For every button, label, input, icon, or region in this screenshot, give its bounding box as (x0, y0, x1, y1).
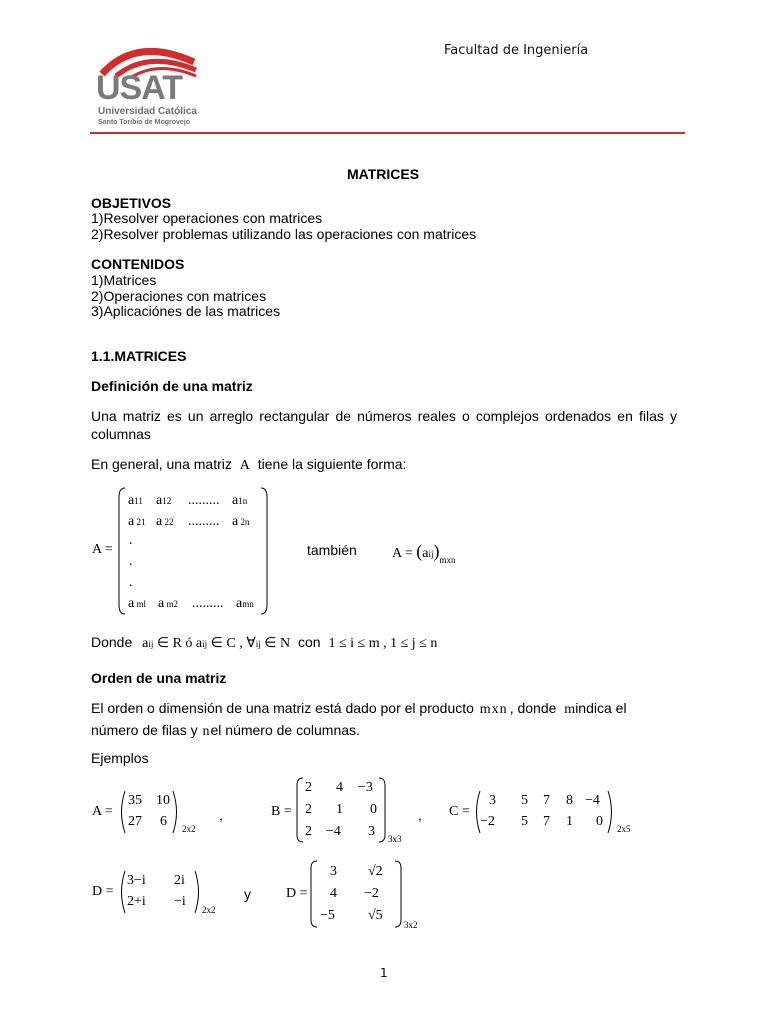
example-a-matrix (118, 790, 180, 834)
example-b-matrix (296, 777, 386, 843)
example-d2-label: D = (286, 886, 308, 901)
header-divider (90, 132, 685, 134)
example-b-label: B = (271, 804, 292, 819)
matrix-entry: 27 (128, 814, 142, 829)
objetivos-heading: OBJETIVOS (91, 195, 172, 211)
order-symbol: n (202, 724, 210, 739)
left-bracket-icon (310, 860, 318, 928)
matrix-entry: 8 (566, 793, 573, 808)
donde-line: Donde aij ∈ R ó aij ∈ C , ∀ij ∈ N con 1 ≤ i ≤ m , 1 ≤ j ≤ n (91, 634, 438, 651)
order-heading: Orden de una matriz (91, 670, 227, 686)
objetivo-item: 1)Resolver operaciones con matrices (91, 210, 323, 226)
general-prefix: En general, una matriz (91, 456, 232, 472)
example-c-matrix (473, 790, 615, 834)
order-text-part: el número de columnas. (210, 722, 360, 738)
logo-line-2: Santo Toribio de Mogrovejo (98, 119, 191, 126)
matrix-entry: √5 (368, 908, 383, 923)
matrix-entry: ......... (188, 493, 220, 508)
matrix-entry: 3 (489, 793, 496, 808)
matrix-entry: −2 (364, 886, 379, 901)
example-d2-matrix (310, 860, 402, 928)
general-form-text (91, 456, 406, 474)
matrix-entry: a m2 (158, 596, 178, 611)
donde-prefix: Donde (91, 634, 133, 650)
definition-line-1: Una matriz es un arreglo rectangular de números reales o complejos ordenados en filas y (91, 408, 677, 424)
example-c-label: C = (449, 804, 470, 819)
matrix-entry: −3 (358, 780, 373, 795)
left-paren-icon (118, 790, 126, 834)
matrix-entry: 2i (174, 873, 185, 888)
matrix-entry: a ml (128, 596, 146, 611)
general-var: A (239, 458, 250, 473)
matrix-entry: 3 (368, 824, 375, 839)
matrix-entry: 0 (370, 802, 377, 817)
matrix-entry: 5 (521, 793, 528, 808)
definition-text (91, 407, 677, 443)
compact-notation: $A = (aij)_{mxn}$ (392, 541, 456, 565)
matrix-entry: a 22 (156, 514, 174, 529)
ejemplos-label: Ejemplos (91, 750, 149, 766)
logo-line-1: Universidad Católica (98, 106, 197, 117)
matrix-entry: 2+i (127, 894, 146, 909)
logo-wordmark: USAT (96, 69, 183, 107)
right-bracket-icon (394, 860, 402, 928)
usat-logo (96, 40, 206, 126)
comma-separator: , (219, 807, 223, 823)
example-d1-label: D = (92, 884, 114, 899)
left-bracket-icon (118, 487, 126, 615)
order-line-2 (91, 721, 681, 741)
matrix-entry: −5 (320, 908, 335, 923)
matrix-entry: −4 (585, 793, 600, 808)
contenidos-heading: CONTENIDOS (91, 256, 185, 272)
page-number: 1 (380, 966, 388, 980)
matrix-entry: 35 (128, 793, 142, 808)
matrix-entry: 2 (305, 802, 312, 817)
matrix-entry: 4 (330, 886, 337, 901)
contenido-item: 1)Matrices (91, 272, 157, 288)
matrix-entry: 7 (543, 793, 550, 808)
example-d1-order: 2x2 (202, 905, 216, 915)
right-bracket-icon (378, 777, 386, 843)
page-title: MATRICES (347, 166, 420, 182)
y-conjunction: y (244, 886, 251, 902)
matrix-entry: 4 (336, 780, 343, 795)
matrix-entry: √2 (368, 864, 383, 879)
order-symbol: mxn (479, 702, 508, 717)
matrix-entry: 10 (156, 793, 170, 808)
general-suffix: tiene la siguiente forma: (257, 456, 407, 472)
matrix-entry: a12 (156, 493, 172, 508)
matrix-entry: a1n (232, 493, 248, 508)
contenido-item: 2)Operaciones con matrices (91, 288, 267, 304)
matrix-dot: . (129, 554, 133, 569)
left-paren-icon (118, 870, 126, 914)
matrix-entry: 7 (543, 814, 550, 829)
general-matrix (118, 487, 268, 615)
order-symbol: m (564, 702, 576, 717)
matrix-entry: a 21 (128, 514, 146, 529)
definition-line-2: columnas (91, 426, 151, 442)
matrix-entry: a11 (128, 493, 143, 508)
matrix-dot: . (129, 575, 133, 590)
matrix-entry: 3−i (127, 873, 146, 888)
order-text-part: , donde (509, 700, 557, 716)
matrix-entry: 2 (305, 780, 312, 795)
general-matrix-label: A = (92, 542, 113, 557)
matrix-entry: amn (236, 596, 254, 611)
example-a-order: 2x2 (182, 824, 196, 834)
matrix-entry: ......... (192, 596, 224, 611)
order-text-part: El orden o dimensión de una matriz está dado por el producto (91, 700, 474, 716)
matrix-entry: a 2n (232, 514, 250, 529)
order-text (91, 699, 681, 741)
definition-heading: Definición de una matriz (91, 378, 253, 394)
order-line-1 (91, 699, 681, 719)
example-c-order: 2x5 (617, 824, 631, 834)
matrix-entry: 1 (566, 814, 573, 829)
example-d1-matrix (118, 870, 202, 914)
matrix-entry: 5 (521, 814, 528, 829)
order-text-part: número de filas y (91, 722, 198, 738)
example-d2-order: 3x2 (404, 920, 418, 930)
faculty-name: Facultad de Ingeniería (444, 43, 589, 58)
right-paren-icon (194, 870, 202, 914)
section-heading: 1.1.MATRICES (91, 348, 187, 364)
matrix-entry: 6 (160, 814, 167, 829)
tambien-label: también (307, 542, 357, 558)
matrix-entry: 3 (330, 864, 337, 879)
matrix-entry: −i (174, 894, 186, 909)
order-text-part: indica el (575, 700, 627, 716)
matrix-entry: −2 (480, 814, 495, 829)
right-paren-icon (607, 790, 615, 834)
contenido-item: 3)Aplicaciónes de las matrices (91, 303, 281, 319)
objetivo-item: 2)Resolver problemas utilizando las operaciones con matrices (91, 226, 477, 242)
right-bracket-icon (260, 487, 268, 615)
comma-separator: , (418, 807, 422, 823)
matrix-entry: 0 (596, 814, 603, 829)
matrix-entry: ......... (188, 514, 220, 529)
example-a-label: A = (92, 804, 113, 819)
matrix-entry: 1 (336, 802, 343, 817)
example-b-order: 3x3 (388, 834, 402, 844)
right-paren-icon (172, 790, 180, 834)
left-bracket-icon (296, 777, 304, 843)
matrix-entry: −4 (326, 824, 341, 839)
donde-con: con (298, 634, 321, 650)
matrix-entry: 2 (305, 824, 312, 839)
matrix-dot: . (129, 533, 133, 548)
